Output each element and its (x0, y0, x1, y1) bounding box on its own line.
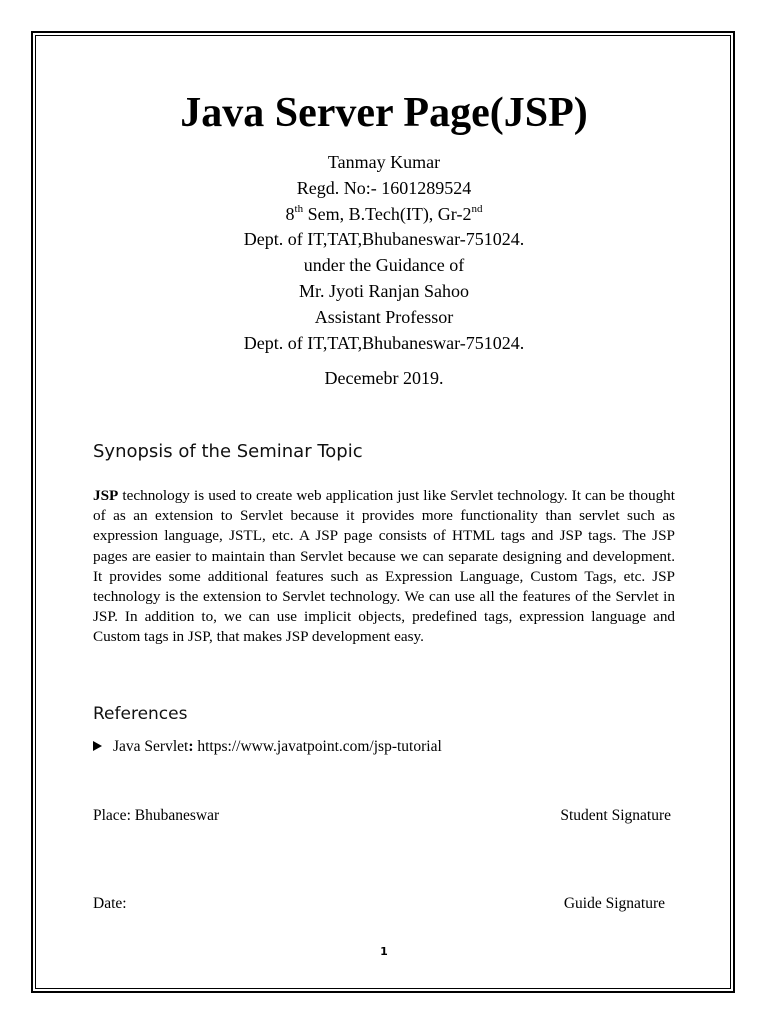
reference-label: Java Servlet (113, 738, 189, 755)
references-heading: References (93, 704, 188, 724)
student-signature-label: Student Signature (560, 807, 671, 824)
document-title: Java Server Page(JSP) (180, 90, 588, 136)
synopsis-body: technology is used to create web application just like Servlet technology. It can be thought of as an extension to Servlet because it provides more functionality than servlet such as expression language, JSTL, etc. A JSP page consists of HTML tags and JSP tags. The JSP pages are easier to maintain than Servlet because we can separate designing and development. It provides some additional features such as Expression Language, Custom Tags, etc. JSP technology is the extension to Servlet technology. We can use all the features of the Servlet in JSP. In addition to, we can use implicit objects, predefined tags, expression language and Custom tags in JSP, that makes JSP development easy. (93, 487, 675, 646)
reference-item: Java Servlet: https://www.javatpoint.com/jsp-tutorial (93, 736, 442, 758)
guidance-label: under the Guidance of (303, 255, 465, 276)
guide-name: Mr. Jyoti Ranjan Sahoo (299, 280, 469, 301)
synopsis-lead: JSP (93, 487, 119, 504)
synopsis-paragraph (93, 486, 675, 648)
place-label: Place: Bhubaneswar (93, 807, 220, 824)
registration-number: Regd. No:- 1601289524 (296, 177, 472, 198)
author-block (0, 150, 768, 356)
guide-department: Dept. of IT,TAT,Bhubaneswar-751024. (243, 332, 525, 353)
guide-signature-label: Guide Signature (563, 895, 665, 912)
document-date: Decemebr 2019. (324, 368, 444, 388)
author-name: Tanmay Kumar (327, 152, 441, 172)
reference-url[interactable]: https://www.javatpoint.com/jsp-tutorial (193, 738, 442, 755)
page-number: 1 (380, 945, 388, 958)
arrow-bullet-icon (93, 741, 102, 751)
synopsis-heading: Synopsis of the Seminar Topic (93, 441, 363, 462)
semester-line: 8th Sem, B.Tech(IT), Gr-2nd (285, 202, 483, 224)
guide-title: Assistant Professor (314, 306, 454, 327)
date-label: Date: (93, 895, 127, 912)
author-department: Dept. of IT,TAT,Bhubaneswar-751024. (243, 229, 525, 250)
